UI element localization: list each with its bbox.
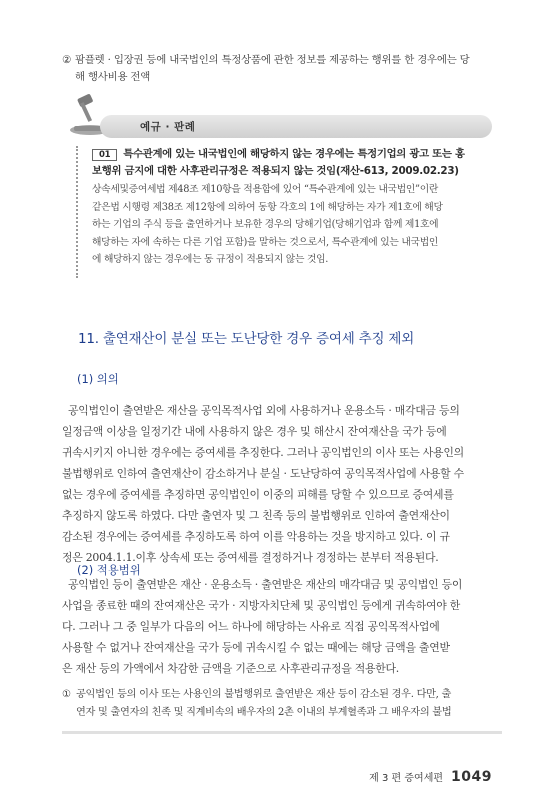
paragraph-line: 사용할 수 없거나 잔여재산을 국가 등에 귀속시킬 수 없는 때에는 해당 금액을 출연받 bbox=[62, 641, 450, 654]
paragraph-line: 공익법인 등이 출연받은 재산 · 운용소득 · 출연받은 재산의 매각대금 및 공익법인 등이 bbox=[68, 578, 463, 591]
subsection-heading-1: (1) 의의 bbox=[77, 372, 119, 386]
paragraph-line: 공익법인이 출연받은 재산을 공익목적사업 외에 사용하거나 운용소득 · 매각대금 등의 bbox=[68, 404, 460, 417]
paragraph-line: 추징하지 않도록 하였다. 다만 출연자 및 그 친족 등의 불법행위로 인하여 출연재산이 bbox=[62, 509, 450, 522]
paragraph-line: 귀속시키지 아니한 경우에는 증여세를 추징한다. 그러나 공익법인의 이사 또는 사용인의 bbox=[62, 446, 464, 459]
paragraph-line: 감소된 경우에는 증여세를 추징하도록 하여 이를 악용하는 것을 방지하고 있다. 이 규 bbox=[62, 530, 450, 543]
page-footer bbox=[369, 766, 492, 785]
precedent-case bbox=[76, 146, 512, 278]
paragraph-meaning bbox=[62, 400, 500, 568]
paragraph-line: 정은 2004.1.1.이후 상속세 또는 증여세를 결정하거나 경정하는 분부터 적용된다. bbox=[62, 551, 439, 564]
footer-divider bbox=[62, 731, 502, 734]
precedent-label: 예규 · 판례 bbox=[140, 121, 196, 133]
section-heading: 11. 출연재산이 분실 또는 도난당한 경우 증여세 추징 제외 bbox=[78, 331, 415, 347]
subsection-heading-2: (2) 적용범위 bbox=[77, 563, 141, 577]
case-body-line: 하는 기업의 주식 등을 출연하거나 보유한 경우의 당해기업(당해기업과 함께 제1호에 bbox=[92, 219, 439, 230]
case-body-line: 해당하는 자에 속하는 다른 기업 포함)을 말하는 것으로서, 특수관계에 있는 내국법인 bbox=[92, 236, 439, 248]
case-title bbox=[92, 146, 512, 163]
top-item-line-1: 팜플렛 · 입장권 등에 내국법인의 특정상품에 관한 정보를 제공하는 행위를 한 경우에는 당 bbox=[75, 54, 470, 66]
paragraph-line: 은 재산 등의 가액에서 차감한 금액을 기준으로 사후관리규정을 적용한다. bbox=[62, 662, 400, 675]
paragraph-line: 일정금액 이상을 일정기간 내에 사용하지 않은 경우 및 해산시 잔여재산을 국가 등에 bbox=[62, 425, 447, 438]
scope-list-item-1 bbox=[62, 686, 500, 722]
case-title-line-1: 특수관계에 있는 내국법인에 해당하지 않는 경우에는 특정기업의 광고 또는 홍 bbox=[123, 148, 465, 160]
list-number: ② bbox=[62, 54, 72, 66]
case-body bbox=[92, 181, 512, 269]
paragraph-line: 사업을 종료한 때의 잔여재산은 국가 · 지방자치단체 및 공익법인 등에게 귀속하여야 한 bbox=[62, 599, 461, 612]
chapter-label: 제 3 편 증여세편 bbox=[369, 773, 444, 784]
top-item-line-2: 해 행사비용 전액 bbox=[75, 71, 151, 83]
case-title-line-2: 보행위 금지에 대한 사후관리규정은 적용되지 않는 것임(재산-613, 2009.02.23) bbox=[92, 165, 459, 177]
case-body-line: 에 해당하지 않는 경우에는 동 규정이 적용되지 않는 것임. bbox=[92, 254, 329, 265]
case-body-line: 상속세및증여세법 제48조 제10항을 적용함에 있어 “특수관계에 있는 내국법인”이란 bbox=[92, 184, 439, 195]
paragraph-line: 다. 그러나 그 중 일부가 다음의 어느 하나에 해당하는 사유로 직접 공익목적사업에 bbox=[62, 620, 440, 633]
case-body-line: 같은법 시행령 제38조 제12항에 의하여 동항 각호의 1에 해당하는 자가 제1호에 해당 bbox=[92, 201, 443, 213]
list-item-line-1: 공익법인 등의 이사 또는 사용인의 불법행위로 출연받은 재산 등이 감소된 경우. 다만, 출 bbox=[76, 689, 452, 700]
paragraph-scope bbox=[62, 574, 500, 679]
list-item-line-2: 연자 및 출연자의 친족 및 직계비속의 배우자의 2촌 이내의 부계혈족과 그 배우자의 불법 bbox=[76, 707, 452, 718]
paragraph-line: 불법행위로 인하여 출연재산이 감소하거나 분실 · 도난당하여 공익목적사업에 사용할 수 bbox=[62, 467, 464, 480]
top-list-item bbox=[62, 52, 492, 86]
case-number-badge: 01 bbox=[92, 149, 117, 161]
paragraph-line: 없는 경우에 증여세를 추징하면 공익법인이 이중의 피해를 당할 수 있으므로 증여세를 bbox=[62, 488, 454, 501]
page-number: 1049 bbox=[451, 769, 492, 785]
list-number: ① bbox=[62, 689, 71, 700]
